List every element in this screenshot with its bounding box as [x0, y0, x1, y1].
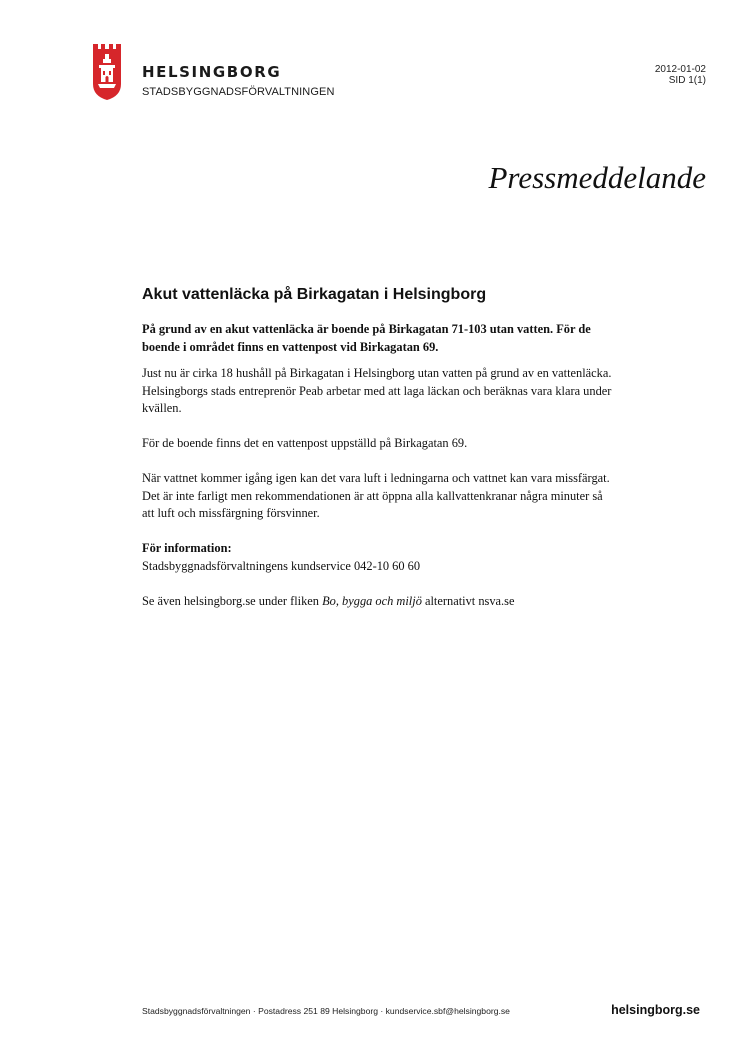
article-paragraph-1: Just nu är cirka 18 hushåll på Birkagatan i Helsingborg utan vatten på grund av en vattenläcka. Helsingborgs stads entreprenör Peab arbetar med att laga läckan och beräknas vara klara under kvällen.: [142, 366, 612, 415]
footer-address: Stadsbyggnadsförvaltningen · Postadress 251 89 Helsingborg · kundservice.sbf@helsingborg.se: [142, 1006, 510, 1016]
contact-block: [142, 540, 612, 575]
helsingborg-crest-icon: [92, 44, 122, 100]
department-name: STADSBYGGNADSFÖRVALTNINGEN: [142, 86, 335, 98]
document-type-title: Pressmeddelande: [488, 160, 706, 195]
article-body: [142, 286, 612, 628]
article-paragraph-3: När vattnet kommer igång igen kan det vara luft i ledningarna och vattnet kan vara missfärgat. Det är inte farligt men rekommendationen är att öppna alla kallvattenkranar några minuter så att luft och missfärgning försvinner.: [142, 471, 610, 520]
contact-heading: För information:: [142, 541, 232, 555]
article-lead: På grund av en akut vattenläcka är boende på Birkagatan 71-103 utan vatten. För de boende i området finns en vattenpost vid Birkagatan 69.: [142, 322, 591, 354]
document-meta: [655, 64, 706, 86]
org-name: HELSINGBORG: [142, 63, 282, 81]
footer-website: helsingborg.se: [611, 1003, 700, 1017]
page-number: SID 1(1): [668, 75, 706, 86]
see-also-prefix: Se även helsingborg.se under fliken: [142, 593, 323, 608]
see-also-suffix: alternativt nsva.se: [421, 593, 515, 608]
see-also: [142, 593, 612, 611]
article-paragraph-2: För de boende finns det en vattenpost uppställd på Birkagatan 69.: [142, 436, 468, 450]
document-date: 2012-01-02: [654, 64, 706, 75]
article-headline: Akut vattenläcka på Birkagatan i Helsingborg: [142, 286, 487, 303]
contact-line: Stadsbyggnadsförvaltningens kundservice 042-10 60 60: [142, 558, 421, 573]
see-also-italic: Bo, bygga och miljö: [322, 593, 422, 608]
